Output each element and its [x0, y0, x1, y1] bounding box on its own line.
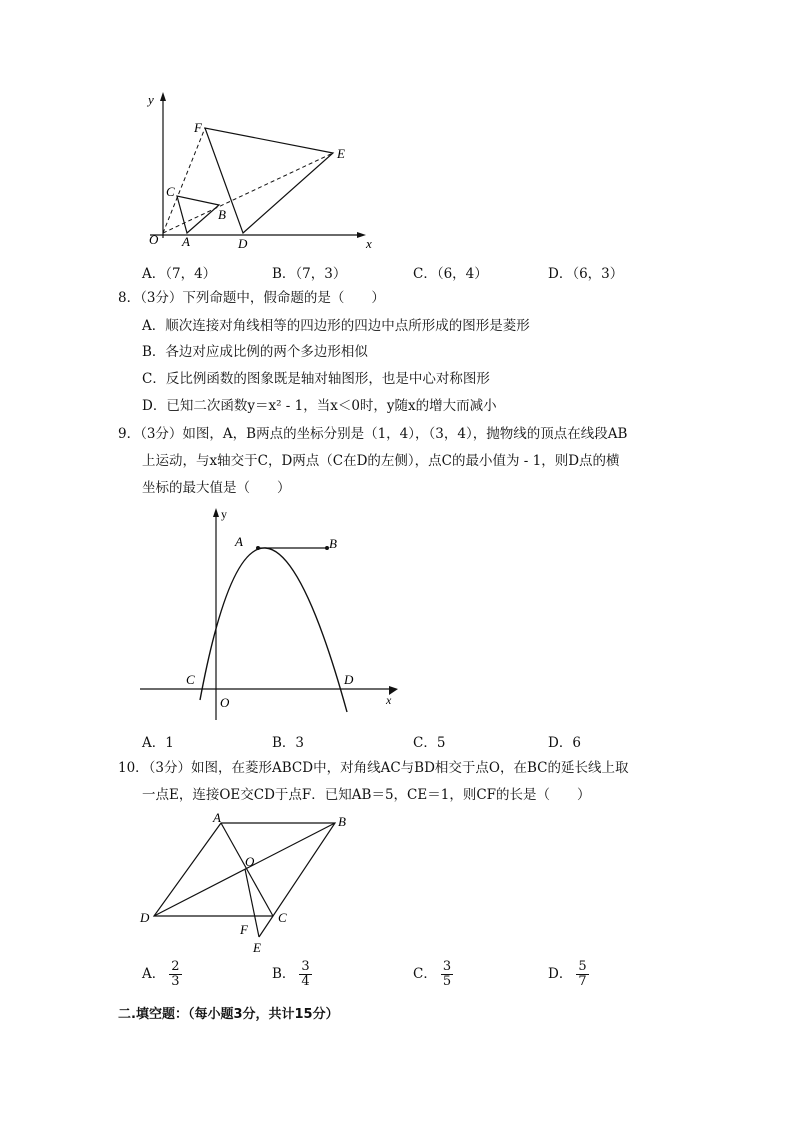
q10-option-a[interactable]: A． $\frac{2}{3}$	[142, 959, 180, 989]
fraction-numerator: 2	[171, 959, 180, 974]
fraction-denominator: 4	[301, 974, 310, 989]
q7-option-b[interactable]: B．（7，3）	[272, 266, 347, 282]
y-axis-arrow	[160, 92, 166, 101]
label-o: O	[220, 695, 230, 710]
label-c: C	[278, 910, 287, 925]
label-d: D	[238, 236, 248, 251]
dashed-of	[163, 128, 205, 233]
x-axis-arrow	[357, 232, 366, 238]
label-x: x	[366, 236, 372, 251]
q10-option-b[interactable]: B． $\frac{3}{4}$	[272, 959, 310, 989]
label-b: B	[218, 207, 226, 222]
q10-option-c[interactable]: C． $\frac{3}{5}$	[413, 959, 452, 989]
label-f: F	[240, 922, 248, 937]
label-y: y	[221, 507, 227, 521]
label-c: C	[166, 184, 175, 199]
q9-stem-line3: 坐标的最大值是（ ）	[142, 480, 291, 496]
q10-stem-line1: 10．（3分）如图，在菱形ABCD中，对角线AC与BD相交于点O，在BC的延长线上取	[118, 760, 629, 776]
section-title: 二.填空题：	[118, 1007, 188, 1022]
q10-figure	[130, 805, 360, 955]
q8-option-a[interactable]: A．顺次连接对角线相等的四边形的四边中点所形成的图形是菱形	[142, 318, 530, 334]
triangle-abc	[177, 196, 219, 233]
q10-option-d[interactable]: D． $\frac{5}{7}$	[548, 959, 587, 989]
label-y: y	[148, 92, 154, 107]
q7-figure	[130, 88, 390, 258]
label-x: x	[386, 693, 392, 707]
extension-ce	[259, 916, 273, 937]
label-a: A	[182, 234, 190, 249]
label-f: F	[194, 120, 202, 135]
label-a: A	[235, 534, 243, 549]
label-e: E	[253, 940, 261, 955]
q7-option-d[interactable]: D．（6，3）	[548, 266, 624, 282]
q9-stem-line2: 上运动，与x轴交于C，D两点（C在D的左侧），点C的最小值为 ‑ 1，则D点的横	[142, 453, 620, 469]
fraction-denominator: 5	[442, 974, 452, 989]
parabola	[200, 548, 347, 712]
q9-option-c[interactable]: C．5	[413, 735, 446, 751]
label-e: E	[337, 146, 345, 161]
section-heading	[118, 1004, 339, 1025]
label-b: B	[338, 814, 346, 829]
q9-option-a[interactable]: A．1	[142, 735, 174, 751]
q9-option-d[interactable]: D．6	[548, 735, 581, 751]
q8-option-d[interactable]: D．已知二次函数y＝x² ‑ 1，当x＜0时，y随x的增大而减小	[142, 398, 497, 414]
q9-stem-line1: 9．（3分）如图，A，B两点的坐标分别是（1，4），（3，4），抛物线的顶点在线段AB	[118, 426, 628, 442]
diagonal-ac	[221, 823, 273, 916]
y-axis-arrow	[213, 508, 219, 517]
fraction-denominator: 7	[578, 974, 587, 989]
label-c: C	[186, 672, 195, 687]
q8-stem: 8．（3分）下列命题中，假命题的是（ ）	[118, 290, 385, 306]
section-note: （每小题3分，共计15分）	[187, 1007, 339, 1022]
q7-option-c[interactable]: C．（6，4）	[413, 266, 488, 282]
label-d: D	[140, 910, 150, 925]
q10-stem-line2: 一点E，连接OE交CD于点F．已知AB＝5，CE＝1，则CF的长是（ ）	[142, 787, 591, 803]
fraction-numerator: 3	[442, 959, 452, 974]
fraction-numerator: 5	[578, 959, 587, 974]
label-b: B	[329, 536, 337, 551]
q8-option-c[interactable]: C．反比例函数的图象既是轴对轴图形，也是中心对称图形	[142, 371, 490, 387]
q7-option-a[interactable]: A．（7，4）	[142, 266, 217, 282]
label-o: O	[149, 232, 159, 247]
label-d: D	[344, 672, 354, 687]
q9-figure	[130, 505, 410, 720]
q9-option-b[interactable]: B．3	[272, 735, 305, 751]
dashed-oe	[163, 153, 333, 233]
fraction-denominator: 3	[171, 974, 180, 989]
fraction-numerator: 3	[301, 959, 310, 974]
label-o: O	[245, 854, 255, 869]
label-a: A	[213, 810, 221, 825]
q8-option-b[interactable]: B．各边对应成比例的两个多边形相似	[142, 344, 368, 360]
